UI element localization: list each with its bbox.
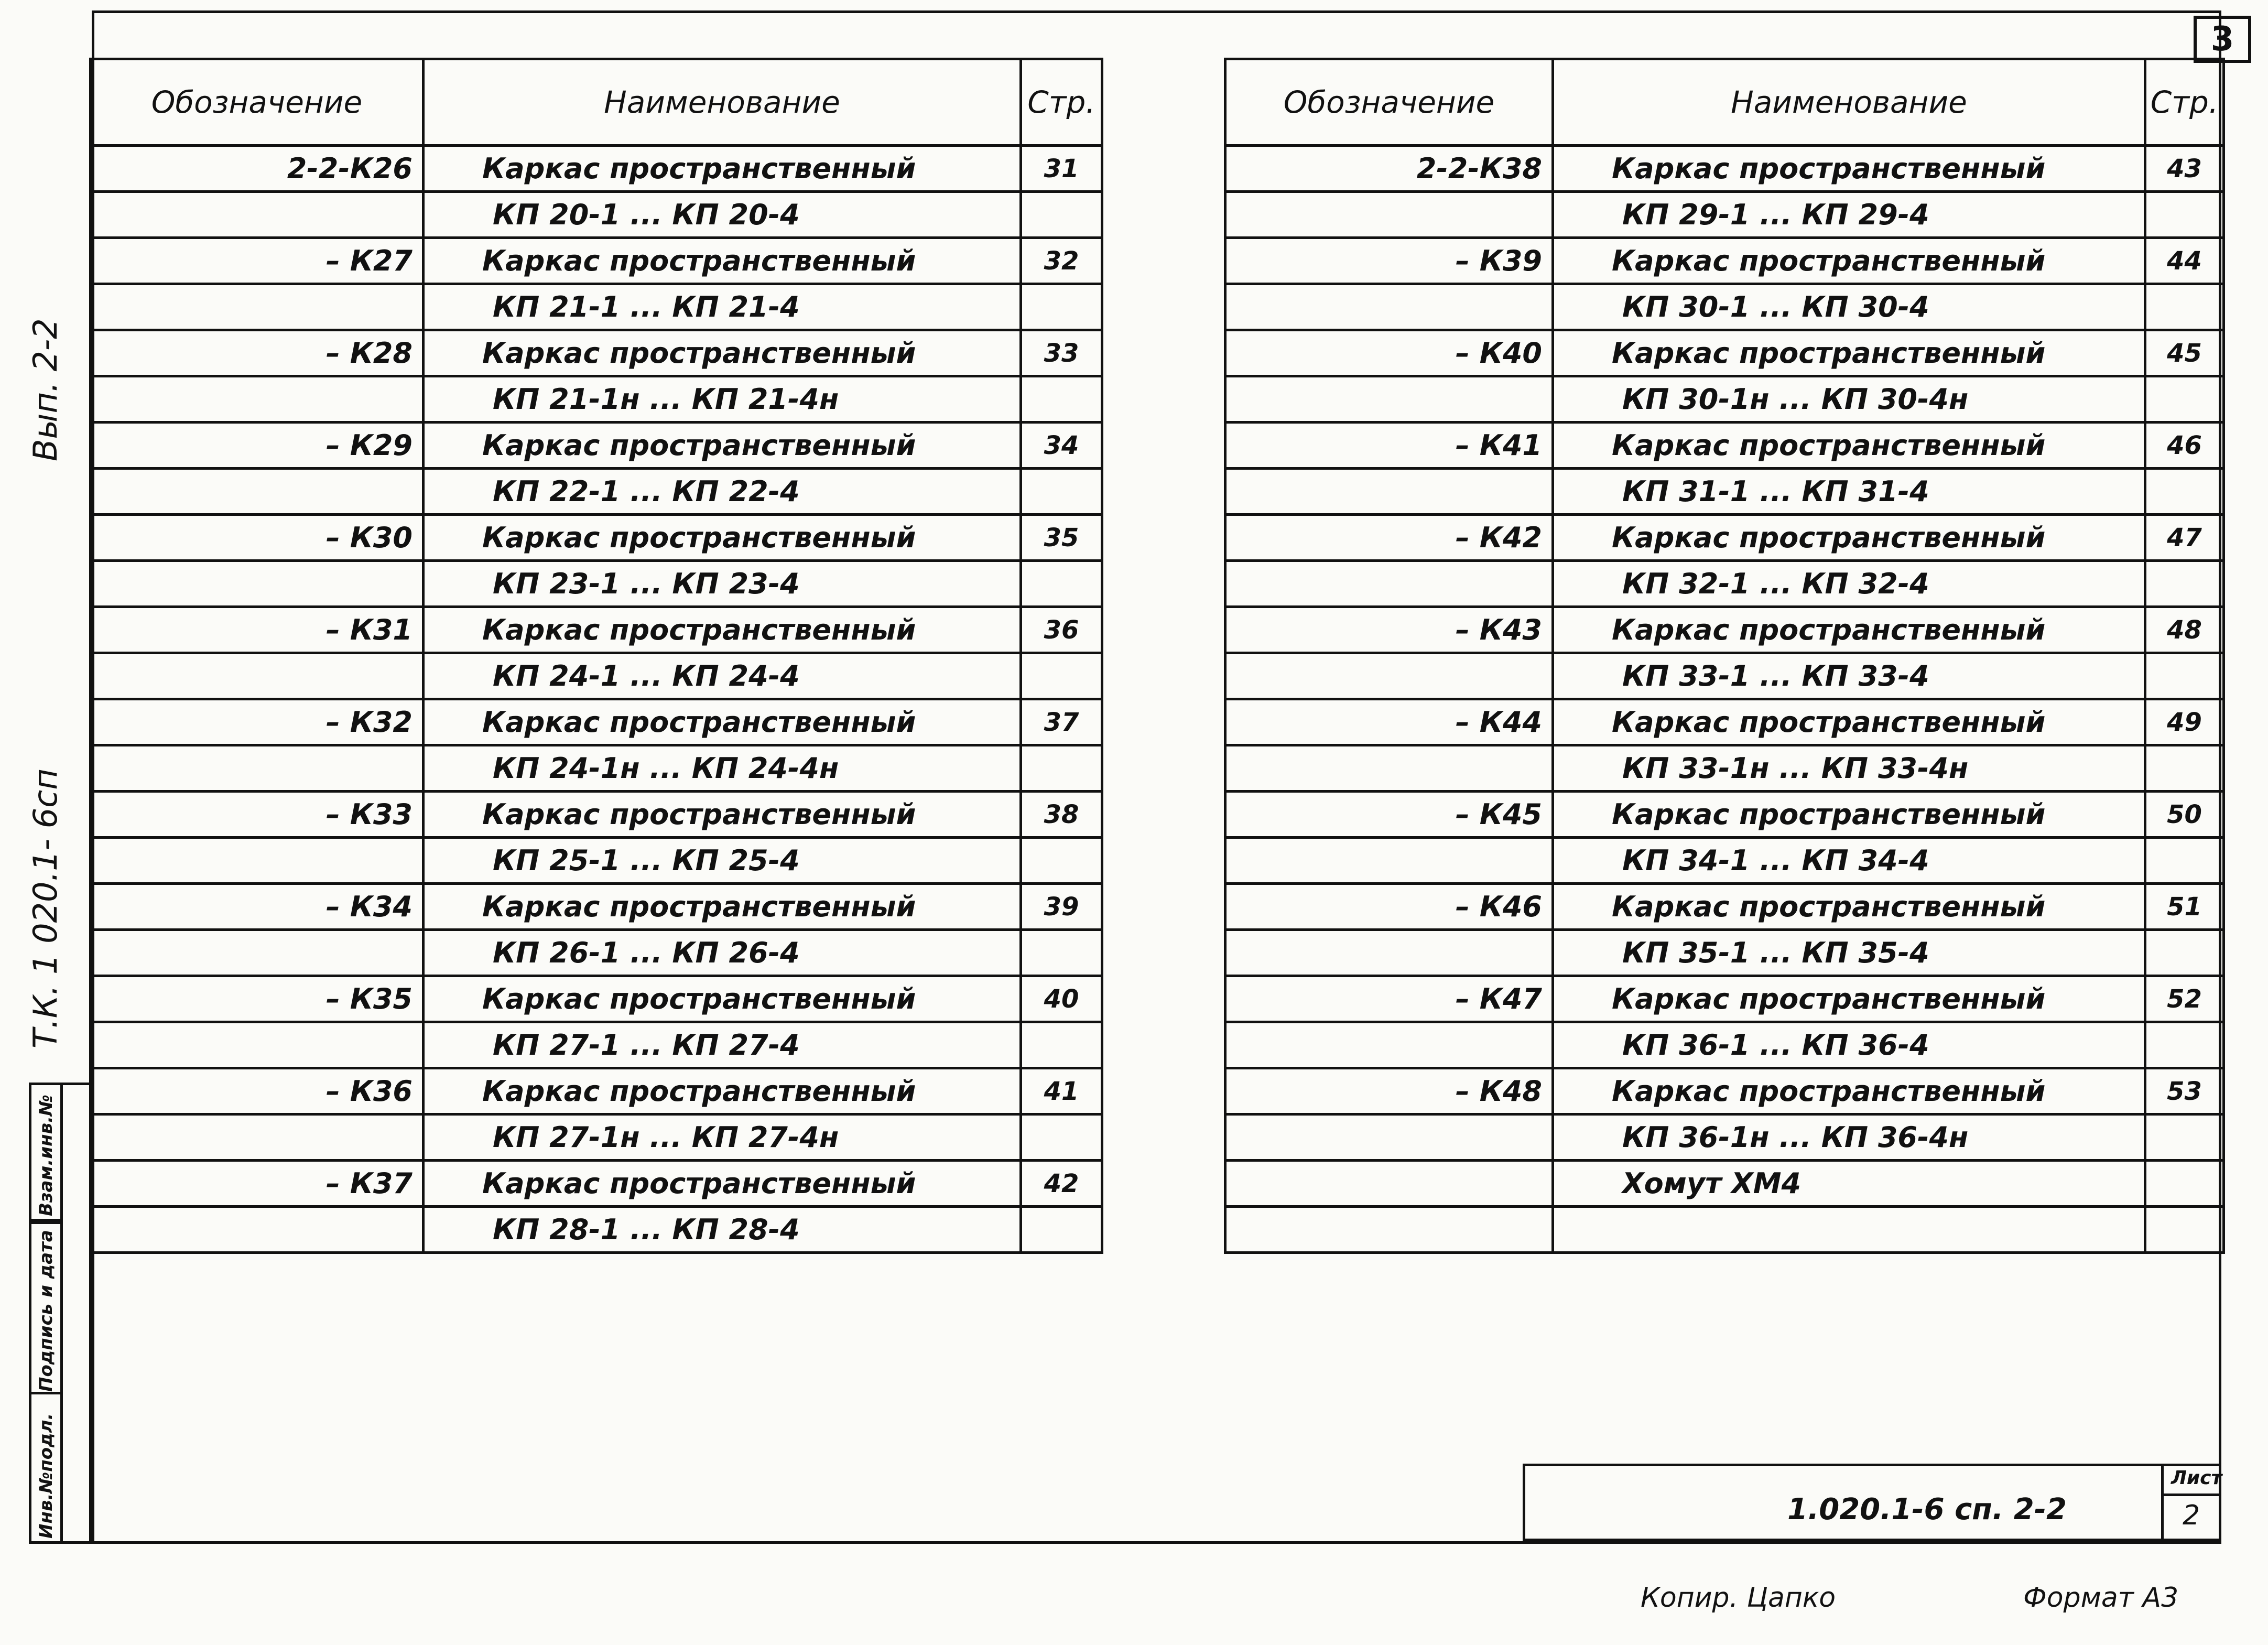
right-page-empty [2145,1207,2224,1253]
stamp-label-inv: Инв.№подл. [36,1413,57,1539]
table-row [91,976,1102,1022]
left-page-empty [1021,1207,1102,1253]
left-item-range: КП 21-1н ... КП 21-4н [424,376,1021,423]
table-row [1225,930,2224,976]
table-row [1225,146,2224,192]
left-header-page: Стр. [1021,59,1102,146]
right-designation-empty [1225,561,1553,607]
right-item-range: КП 36-1н ... КП 36-4н [1553,1114,2145,1161]
right-item-range: КП 33-1 ... КП 33-4 [1553,653,2145,699]
left-designation-empty [91,838,424,884]
table-row [91,838,1102,884]
right-page-empty [2145,1022,2224,1068]
left-item-name: Каркас пространственный [424,699,1021,745]
table-row [91,146,1102,192]
table-row [91,330,1102,376]
right-header-name: Наименование [1553,59,2145,146]
right-designation: – К47 [1225,976,1553,1022]
left-designation: – К33 [91,792,424,838]
left-designation: – К30 [91,515,424,561]
left-item-name: Каркас пространственный [424,330,1021,376]
side-document-code: Т.К. 1 020.1- 6сп [26,769,64,1048]
left-item-range: КП 27-1н ... КП 27-4н [424,1114,1021,1161]
right-item-range: КП 34-1 ... КП 34-4 [1553,838,2145,884]
left-header-row [91,59,1102,146]
right-item-name: Каркас пространственный [1553,146,2145,192]
right-designation-empty [1225,192,1553,238]
right-item-name: Каркас пространственный [1553,1068,2145,1114]
table-row [1225,976,2224,1022]
table-row [91,238,1102,284]
table-row [1225,792,2224,838]
table-row [1225,745,2224,792]
left-designation-empty [91,192,424,238]
right-item-name: Каркас пространственный [1553,884,2145,930]
right-page: 52 [2145,976,2224,1022]
right-page-empty [2145,1161,2224,1207]
left-page: 36 [1021,607,1102,653]
table-row [91,1207,1102,1253]
table-row [1225,469,2224,515]
footer-format: Формат А3 [2023,1582,2179,1614]
right-page-empty [2145,745,2224,792]
stamp-label-sign: Подпись и дата [36,1230,57,1392]
table-row [91,607,1102,653]
left-item-range: КП 23-1 ... КП 23-4 [424,561,1021,607]
left-designation-empty [91,1114,424,1161]
right-designation: – К44 [1225,699,1553,745]
left-page-empty [1021,192,1102,238]
right-page-empty [2145,469,2224,515]
table-row [91,423,1102,469]
left-item-name: Каркас пространственный [424,1068,1021,1114]
stamp-label-replace: Взам.инв.№ [36,1095,57,1216]
left-page: 37 [1021,699,1102,745]
table-row [91,699,1102,745]
right-designation-empty [1225,1114,1553,1161]
right-item-range: КП 30-1н ... КП 30-4н [1553,376,2145,423]
right-designation-empty [1225,284,1553,330]
left-page: 38 [1021,792,1102,838]
right-page: 51 [2145,884,2224,930]
left-item-name: Каркас пространственный [424,1161,1021,1207]
left-designation-empty [91,561,424,607]
left-item-range: КП 22-1 ... КП 22-4 [424,469,1021,515]
right-header-designation: Обозначение [1225,59,1553,146]
right-page: 49 [2145,699,2224,745]
right-item-range: КП 29-1 ... КП 29-4 [1553,192,2145,238]
right-page: 47 [2145,515,2224,561]
right-item-range: КП 36-1 ... КП 36-4 [1553,1022,2145,1068]
right-page-empty [2145,838,2224,884]
left-page-empty [1021,653,1102,699]
table-row [1225,423,2224,469]
left-designation: – К28 [91,330,424,376]
table-row [1225,884,2224,930]
right-designation: – К46 [1225,884,1553,930]
right-item-range: КП 30-1 ... КП 30-4 [1553,284,2145,330]
left-header-designation: Обозначение [91,59,424,146]
right-page: 43 [2145,146,2224,192]
right-item-name: Каркас пространственный [1553,423,2145,469]
left-page: 42 [1021,1161,1102,1207]
right-item-name: Каркас пространственный [1553,699,2145,745]
left-page-empty [1021,745,1102,792]
right-page: 44 [2145,238,2224,284]
right-designation-empty [1225,1022,1553,1068]
table-row [1225,1161,2224,1207]
left-page: 32 [1021,238,1102,284]
right-item-range: КП 35-1 ... КП 35-4 [1553,930,2145,976]
left-designation-empty [91,1207,424,1253]
right-designation: – К45 [1225,792,1553,838]
table-row [1225,653,2224,699]
right-item-name: Каркас пространственный [1553,238,2145,284]
left-page-empty [1021,561,1102,607]
right-designation: 2-2-К38 [1225,146,1553,192]
left-item-name: Каркас пространственный [424,423,1021,469]
right-page: 53 [2145,1068,2224,1114]
right-page-empty [2145,284,2224,330]
table-row [1225,376,2224,423]
right-designation: – К40 [1225,330,1553,376]
right-header-page: Стр. [2145,59,2224,146]
sheet-number: 2 [2183,1500,2200,1531]
table-row [91,284,1102,330]
stamp-cell-inv [31,1394,60,1544]
table-row [91,1161,1102,1207]
left-page-empty [1021,469,1102,515]
right-designation-empty [1225,838,1553,884]
table-row [91,469,1102,515]
left-page: 41 [1021,1068,1102,1114]
left-designation: – К27 [91,238,424,284]
left-designation: 2-2-К26 [91,146,424,192]
left-page: 31 [1021,146,1102,192]
right-item-name: Каркас пространственный [1553,330,2145,376]
right-designation-empty [1225,930,1553,976]
left-item-range: КП 25-1 ... КП 25-4 [424,838,1021,884]
table-row [91,1114,1102,1161]
right-item-name: Каркас пространственный [1553,607,2145,653]
right-item-range: КП 31-1 ... КП 31-4 [1553,469,2145,515]
left-designation-empty [91,930,424,976]
left-designation: – К31 [91,607,424,653]
left-item-name: Каркас пространственный [424,146,1021,192]
table-row [1225,561,2224,607]
left-item-name: Каркас пространственный [424,792,1021,838]
table-row [91,376,1102,423]
stamp-cell-sign [31,1221,60,1394]
left-designation-empty [91,376,424,423]
sheet-cell [2161,1466,2222,1539]
left-item-range: КП 27-1 ... КП 27-4 [424,1022,1021,1068]
left-designation: – К34 [91,884,424,930]
left-page: 33 [1021,330,1102,376]
table-row [1225,515,2224,561]
left-page-empty [1021,1022,1102,1068]
left-designation: – К29 [91,423,424,469]
left-designation-empty [91,469,424,515]
right-designation: – К43 [1225,607,1553,653]
table-row [91,653,1102,699]
right-page-empty [2145,930,2224,976]
table-row [91,192,1102,238]
table-row [1225,1068,2224,1114]
left-item-name: Каркас пространственный [424,884,1021,930]
table-row [91,561,1102,607]
right-designation-empty [1225,653,1553,699]
left-page: 39 [1021,884,1102,930]
left-item-range: КП 24-1н ... КП 24-4н [424,745,1021,792]
table-row [1225,1022,2224,1068]
right-designation-empty [1225,376,1553,423]
left-designation-empty [91,284,424,330]
left-item-name: Каркас пространственный [424,976,1021,1022]
right-page: 46 [2145,423,2224,469]
table-row [91,792,1102,838]
left-page-empty [1021,1114,1102,1161]
right-item-name: Каркас пространственный [1553,792,2145,838]
table-row [1225,1114,2224,1161]
left-page-empty [1021,284,1102,330]
left-page: 40 [1021,976,1102,1022]
right-item-name: Каркас пространственный [1553,976,2145,1022]
right-page: 45 [2145,330,2224,376]
right-item-range: КП 33-1н ... КП 33-4н [1553,745,2145,792]
stamp-column [29,1083,92,1544]
right-header-row [1225,59,2224,146]
table-row [91,515,1102,561]
left-item-range: КП 28-1 ... КП 28-4 [424,1207,1021,1253]
left-designation: – К36 [91,1068,424,1114]
right-designation: – К42 [1225,515,1553,561]
left-item-range: КП 24-1 ... КП 24-4 [424,653,1021,699]
left-designation-empty [91,1022,424,1068]
right-page: 50 [2145,792,2224,838]
stamp-cell-replace [31,1085,60,1221]
side-issue-label: Вып. 2-2 [26,318,64,461]
left-item-range: КП 26-1 ... КП 26-4 [424,930,1021,976]
left-item-range: КП 21-1 ... КП 21-4 [424,284,1021,330]
table-row [91,1022,1102,1068]
right-name-empty [1553,1207,2145,1253]
left-designation-empty [91,745,424,792]
left-designation: – К32 [91,699,424,745]
left-designation: – К37 [91,1161,424,1207]
left-item-range: КП 20-1 ... КП 20-4 [424,192,1021,238]
table-row [1225,699,2224,745]
left-item-name: Каркас пространственный [424,607,1021,653]
table-row [1225,838,2224,884]
stamp-divider [60,1085,63,1541]
left-spec-table [89,58,1103,1254]
left-designation-empty [91,653,424,699]
left-item-name: Каркас пространственный [424,238,1021,284]
table-row [91,1068,1102,1114]
right-designation: – К48 [1225,1068,1553,1114]
left-page: 34 [1021,423,1102,469]
left-page-empty [1021,930,1102,976]
table-row [91,745,1102,792]
left-item-name: Каркас пространственный [424,515,1021,561]
left-header-name: Наименование [424,59,1021,146]
right-designation-empty [1225,1207,1553,1253]
right-item-name: Каркас пространственный [1553,515,2145,561]
footer-copied: Копир. Цапко [1641,1582,1836,1614]
right-designation-empty [1225,469,1553,515]
right-spec-table [1224,58,2225,1254]
right-page-empty [2145,561,2224,607]
title-block [1523,1464,2221,1541]
right-designation: – К39 [1225,238,1553,284]
right-designation-empty [1225,745,1553,792]
right-designation-empty [1225,1161,1553,1207]
table-row [1225,284,2224,330]
left-designation: – К35 [91,976,424,1022]
right-designation: – К41 [1225,423,1553,469]
title-block-code: 1.020.1-6 сп. 2-2 [1787,1492,2067,1527]
right-page-empty [2145,376,2224,423]
left-page-empty [1021,376,1102,423]
sheet-label: Лист [2171,1467,2222,1489]
sheet-separator [2164,1494,2219,1496]
table-row [1225,607,2224,653]
right-clamp-name: Хомут ХМ4 [1553,1161,2145,1207]
table-row [91,930,1102,976]
table-row [1225,238,2224,284]
left-page-empty [1021,838,1102,884]
table-row [1225,192,2224,238]
table-row [1225,1207,2224,1253]
right-page-empty [2145,1114,2224,1161]
right-page-empty [2145,192,2224,238]
table-row [1225,330,2224,376]
page-number: 3 [2194,16,2251,63]
table-row [91,884,1102,930]
right-page: 48 [2145,607,2224,653]
right-page-empty [2145,653,2224,699]
right-item-range: КП 32-1 ... КП 32-4 [1553,561,2145,607]
left-page: 35 [1021,515,1102,561]
